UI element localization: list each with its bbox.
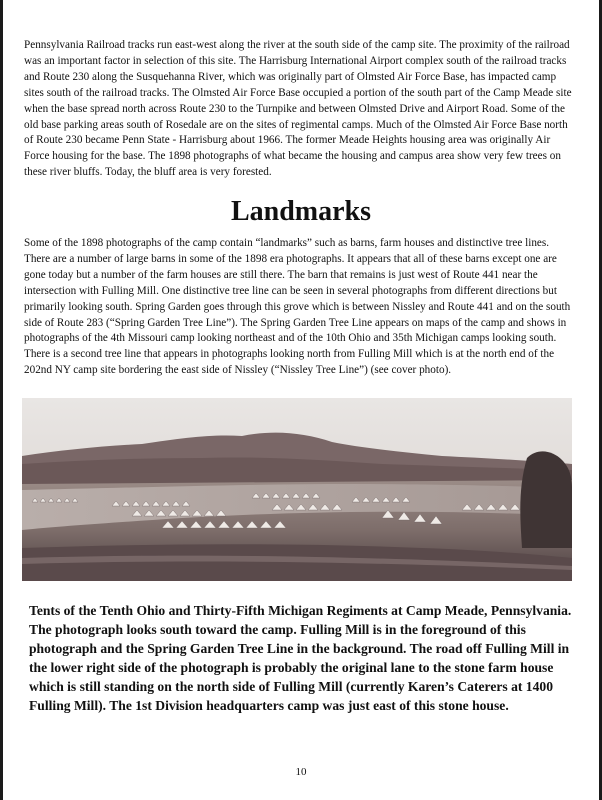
scan-border-left [0,0,3,800]
section-heading-landmarks: Landmarks [230,196,372,227]
body-paragraph-railroad: Pennsylvania Railroad tracks run east-west along the river at the south side of the camp site. The proximity of the railroad was an important factor in selection of this site. The Harrisburg International Airport complex south of the railroad tracks and Route 230 along the Susquehanna River, which was originally part of Olmsted Air Force Base, has impacted camp sites south of the railroad tracks. The Olmsted Air Force Base occupied a portion of the south part of the Camp Meade site when the base spread north across Route 230 to the Turnpike and between Olmsted Drive and Airport Road. Some of the old base parking areas south of Rosedale are on the sites of regimental camps. Much of the Olmsted Air Force Base north of Route 230 became Penn State - Harrisburg about 1966. The former Meade Heights housing area was originally Air Force housing for the base. The 1898 photographs of what became the housing and campus area show very few trees on these river bluffs. Today, the bluff area is very forested. [24,39,572,179]
photo-caption: Tents of the Tenth Ohio and Thirty-Fifth Michigan Regiments at Camp Meade, Pennsylvania. The photograph looks south toward the camp. Fulling Mill is in the foreground of this photograph and the Spring Garden Tree Line in the background. The road off Fulling Mill in the lower right side of the photograph is probably the original lane to the stone farm house which is still standing on the north side of Fulling Mill (currently Karen’s Caterers at 1400 Fulling Mill). The 1st Division headquarters camp was just east of this stone house. [29,603,572,713]
page-number: 10 [295,766,307,778]
historical-camp-photograph [22,398,572,581]
camp-photo-illustration [22,398,572,581]
body-paragraph-landmarks: Some of the 1898 photographs of the camp contain “landmarks” such as barns, farm houses and distinctive tree lines. There are a number of large barns in some of the 1898 era photographs. It appears that all of these barns except one are gone today but a number of the farm houses are still there. The barn that remains is just west of Route 441 near the intersection with Fulling Mill. One distinctive tree line can be seen in several photographs from different directions but primarily looking south. Spring Garden goes through this grove which is between Nissley and Route 441 and on the south side of Route 283 (“Spring Garden Tree Line”). The Spring Garden Tree Line appears on maps of the camp and shows in photographs of the 4th Missouri camp looking northeast and of the 10th Ohio and 35th Michigan camps looking south. There is a second tree line that appears in photographs looking north from Fulling Mill which is at the north end of the 202nd NY camp site bordering the east side of Nissley (“Nissley Tree Line”) (see cover photo). [24,237,571,377]
